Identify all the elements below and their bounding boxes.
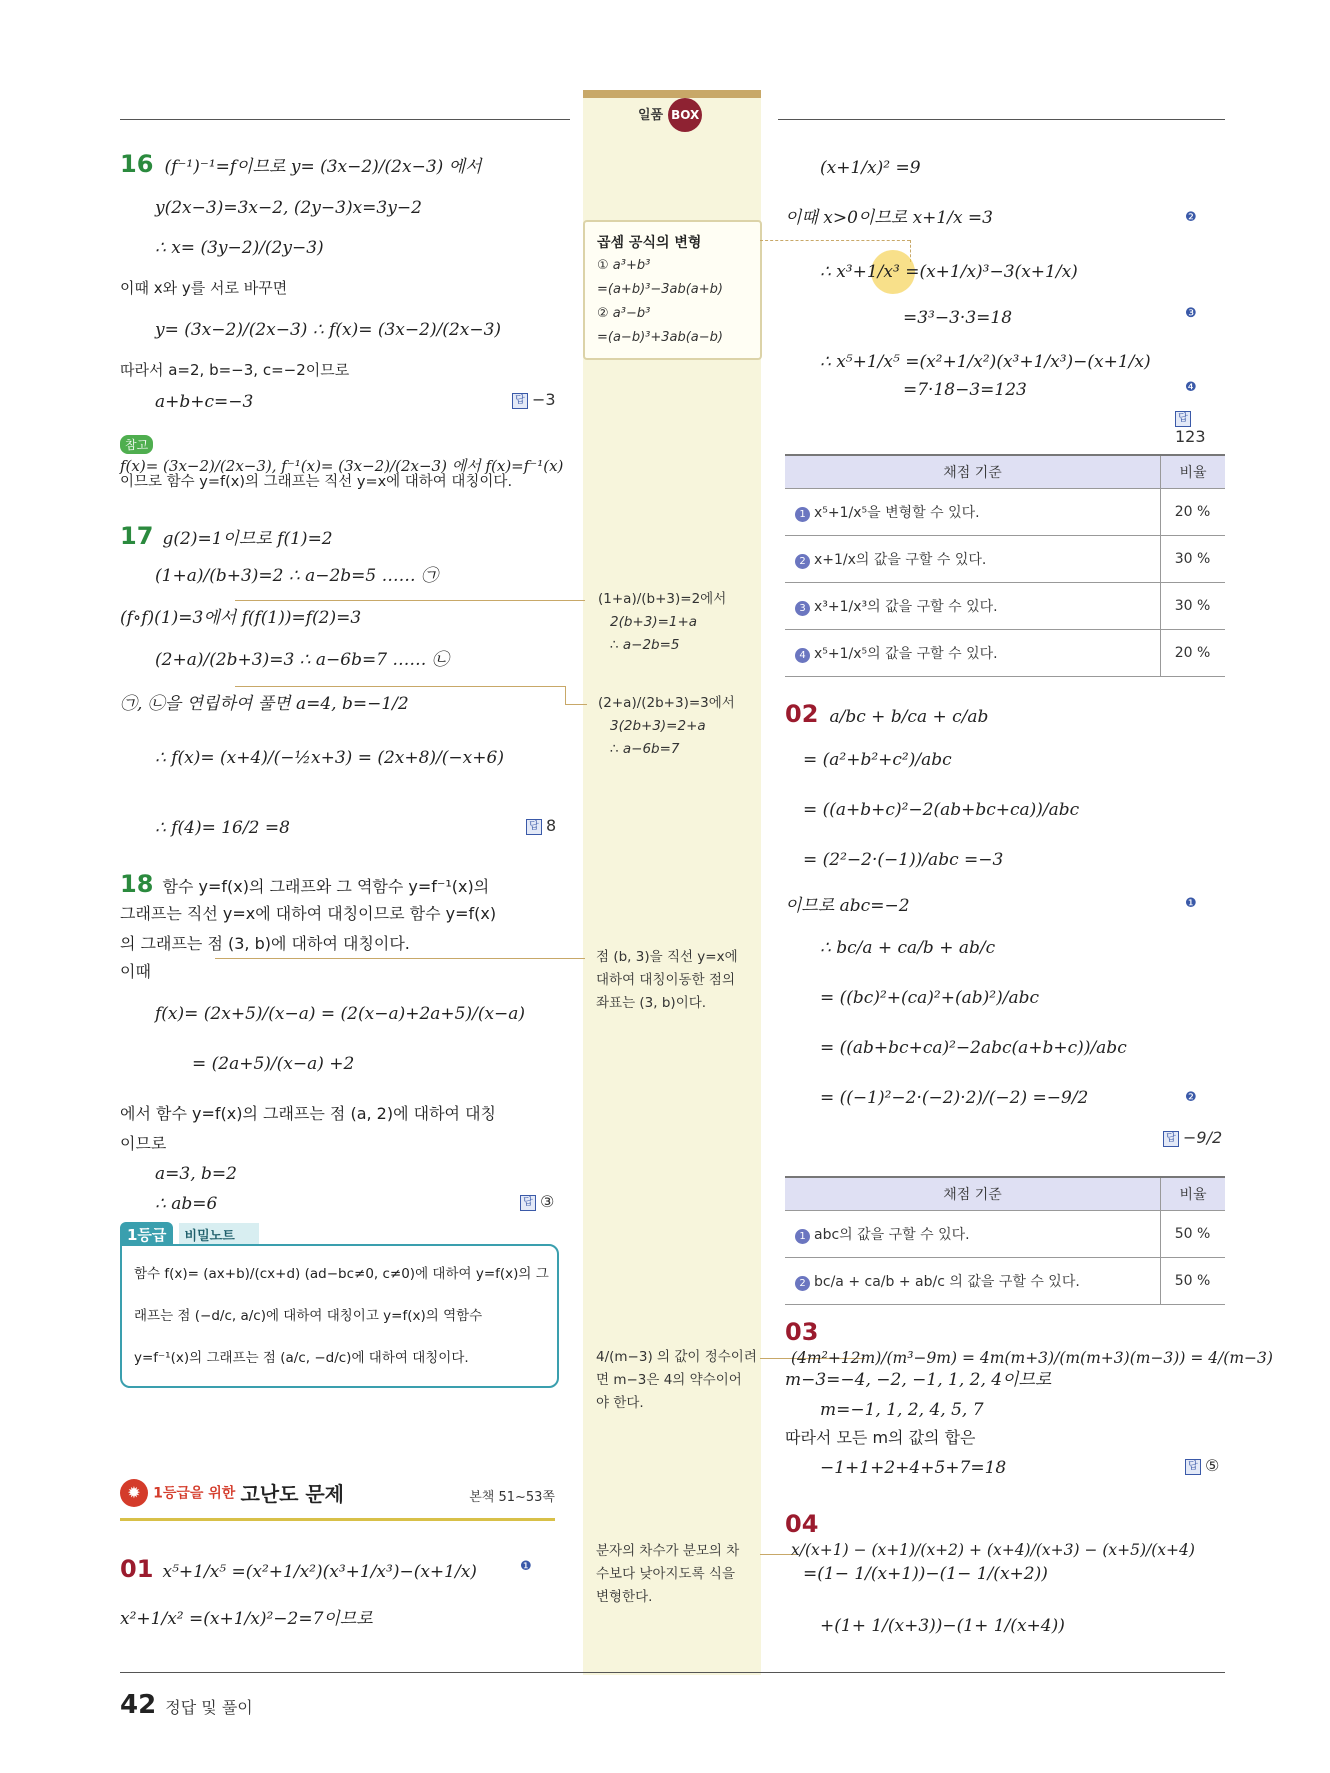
- p16-line2: y(2x−3)=3x−2, (2y−3)x=3y−2: [155, 198, 422, 218]
- p17-line1: g(2)=1이므로 f(1)=2: [162, 529, 333, 549]
- question-number: 02: [785, 700, 819, 728]
- answer-value: −9/2: [1183, 1128, 1223, 1147]
- r01-line3: ∴ x³+1/x³ =(x+1/x)³−3(x+1/x): [820, 262, 1078, 282]
- q03-line3: m=−1, 1, 2, 4, 5, 7: [820, 1400, 984, 1420]
- q02-step1: ❶: [1185, 896, 1197, 911]
- answer-icon: 답: [520, 1195, 536, 1211]
- side-note-03: [596, 1346, 757, 1415]
- problem-number: 16: [120, 150, 154, 178]
- p16-line4: 이때 x와 y를 서로 바꾸면: [120, 279, 288, 297]
- formula-box-l3: ② a³−b³: [597, 306, 651, 321]
- criteria-text: x+1/x의 값을 구할 수 있다.: [814, 552, 987, 568]
- formula-box-l2: =(a+b)³−3ab(a+b): [597, 282, 723, 297]
- q02-line8: = ((ab+bc+ca)²−2abc(a+b+c))/abc: [820, 1038, 1127, 1058]
- q03-line4: 따라서 모든 m의 값의 합은: [785, 1428, 976, 1447]
- answer-icon: 답: [512, 393, 528, 409]
- connector-17b-v: [565, 686, 566, 704]
- answer-value: 123: [1175, 427, 1206, 446]
- p18-line1: 함수 y=f(x)의 그래프와 그 역함수 y=f⁻¹(x)의: [162, 877, 490, 896]
- p18-line4: 이때: [120, 962, 151, 981]
- q01-step1: ❶: [520, 1559, 532, 1574]
- p18-line10: ∴ ab=6: [155, 1194, 218, 1214]
- p17-line2: (1+a)/(b+3)=2 ∴ a−2b=5 …… ㉠: [155, 566, 439, 586]
- table-row: [785, 1211, 1225, 1258]
- secret-title: 비밀노트: [179, 1223, 259, 1246]
- criteria-table-01: [785, 454, 1225, 677]
- secret-line3: y=f⁻¹(x)의 그래프는 점 (a/c, −d/c)에 대하여 대칭이다.: [134, 1350, 469, 1366]
- side-note-04: [596, 1540, 739, 1609]
- step-badge: 2: [795, 554, 810, 569]
- table-row: [785, 1258, 1225, 1305]
- answer-icon: 답: [1175, 411, 1191, 427]
- secret-line1: 함수 f(x)= (ax+b)/(cx+d) (ad−bc≠0, c≠0)에 대하여 y=f(x)의 그: [134, 1266, 549, 1282]
- formula-box-connector: [760, 240, 910, 241]
- p17-answer: [526, 816, 556, 835]
- q01-line2: x²+1/x² =(x+1/x)²−2=7이므로: [120, 1609, 373, 1629]
- p18-line6: = (2a+5)/(x−a) +2: [192, 1054, 355, 1074]
- q04-line3: +(1+ 1/(x+3))−(1+ 1/(x+4)): [820, 1616, 1065, 1636]
- bulb-icon: ✹: [120, 1479, 148, 1507]
- formula-box-title: 곱셈 공식의 변형: [597, 235, 702, 251]
- formula-box-l4: =(a−b)³+3ab(a−b): [597, 330, 723, 345]
- q01-line1: x⁵+1/x⁵ =(x²+1/x²)(x³+1/x³)−(x+1/x): [162, 1562, 477, 1582]
- answer-value: ③: [540, 1192, 555, 1211]
- side-17b-l2: 3(2b+3)=2+a: [610, 718, 706, 734]
- p16-line6: 따라서 a=2, b=−3, c=−2이므로: [120, 361, 350, 379]
- secret-grade: 1등급: [120, 1222, 173, 1247]
- side-18-l1: 점 (b, 3)을 직선 y=x에: [596, 949, 738, 965]
- p17-line6: ∴ f(x)= (x+4)/(−½x+3) = (2x+8)/(−x+6): [155, 748, 504, 768]
- criteria-pct: 30 %: [1161, 536, 1226, 583]
- q02-line9: = ((−1)²−2·(−2)·2)/(−2) =−9/2: [820, 1088, 1089, 1108]
- p18-answer: [520, 1192, 554, 1211]
- p16-note1: f(x)= (3x−2)/(2x−3), f⁻¹(x)= (3x−2)/(2x−3) 에서 f(x)=f⁻¹(x): [120, 457, 564, 475]
- q04-line2: =(1− 1/(x+1))−(1− 1/(x+2)): [803, 1564, 1048, 1584]
- secret-note-box: [120, 1244, 559, 1388]
- side-note-18: [596, 946, 738, 1015]
- criteria-pct: 20 %: [1161, 489, 1226, 536]
- criteria-text: abc의 값을 구할 수 있다.: [814, 1227, 970, 1243]
- q02-line1: a/bc + b/ca + c/ab: [829, 707, 989, 727]
- table-row: [785, 489, 1225, 536]
- q02-line4: = (2²−2·(−1))/abc =−3: [803, 850, 1004, 870]
- r01-line5: ∴ x⁵+1/x⁵ =(x²+1/x²)(x³+1/x³)−(x+1/x): [820, 352, 1151, 372]
- side-04-l2: 수보다 낮아지도록 식을: [596, 1566, 735, 1582]
- p16-line7: a+b+c=−3: [155, 392, 254, 412]
- formula-box-l1: ① a³+b³: [597, 258, 651, 273]
- side-04-l3: 변형한다.: [596, 1589, 653, 1605]
- section-prefix: 1등급을 위한: [153, 1485, 236, 1502]
- side-03-l1: 4/(m−3) 의 값이 정수이려: [596, 1349, 757, 1365]
- side-17b-l1: (2+a)/(2b+3)=3에서: [598, 695, 735, 711]
- criteria-pct: 20 %: [1161, 630, 1226, 677]
- page-label: 정답 및 풀이: [165, 1698, 253, 1717]
- q03-line2: m−3=−4, −2, −1, 1, 2, 4이므로: [785, 1370, 1052, 1390]
- p18-line7: 에서 함수 y=f(x)의 그래프는 점 (a, 2)에 대하여 대칭: [120, 1104, 496, 1123]
- side-17a-l3: ∴ a−2b=5: [610, 637, 680, 653]
- section-pages: 본책 51~53쪽: [469, 1490, 555, 1505]
- side-17a-l2: 2(b+3)=1+a: [610, 614, 698, 630]
- answer-icon: 답: [1185, 1459, 1201, 1475]
- criteria-header: 채점 기준: [785, 1177, 1161, 1211]
- q02-line5: 이므로 abc=−2: [785, 896, 910, 916]
- step-badge: 2: [795, 1276, 810, 1291]
- connector-17a: [235, 600, 585, 601]
- side-03-l3: 야 한다.: [596, 1395, 644, 1411]
- page-number: 42: [120, 1690, 157, 1720]
- section-heading: [120, 1478, 555, 1521]
- connector-18: [215, 958, 585, 959]
- r01-step4: ❹: [1185, 380, 1197, 395]
- formula-box: [583, 220, 762, 360]
- criteria-pct: 50 %: [1161, 1258, 1226, 1305]
- header-rule-right: [778, 119, 1225, 120]
- table-row: [785, 583, 1225, 630]
- criteria-pct: 50 %: [1161, 1211, 1226, 1258]
- r01-step3: ❸: [1185, 306, 1197, 321]
- answer-icon: 답: [526, 819, 542, 835]
- p17-line4: (2+a)/(2b+3)=3 ∴ a−6b=7 …… ㉡: [155, 650, 449, 670]
- ratio-header: 비율: [1161, 1177, 1226, 1211]
- criteria-pct: 30 %: [1161, 583, 1226, 630]
- answer-value: 8: [546, 816, 557, 835]
- side-03-l2: 면 m−3은 4의 약수이어: [596, 1372, 742, 1388]
- note-badge: 참고: [120, 435, 153, 454]
- question-number: 01: [120, 1555, 154, 1583]
- step-badge: 4: [795, 648, 810, 663]
- p18-line5: f(x)= (2x+5)/(x−a) = (2(x−a)+2a+5)/(x−a): [155, 1004, 526, 1024]
- q03-line1: (4m²+12m)/(m³−9m) = 4m(m+3)/(m(m+3)(m−3)) = 4/(m−3): [791, 1349, 1273, 1367]
- r01-step2: ❷: [1185, 210, 1197, 225]
- r01-line6: =7·18−3=123: [903, 380, 1027, 400]
- q02-line2: = (a²+b²+c²)/abc: [803, 750, 952, 770]
- section-title: 고난도 문제: [240, 1482, 345, 1506]
- criteria-text: bc/a + ca/b + ab/c 의 값을 구할 수 있다.: [814, 1274, 1080, 1290]
- answer-value: ⑤: [1205, 1456, 1220, 1475]
- criteria-text: x⁵+1/x⁵을 변형할 수 있다.: [814, 505, 980, 521]
- header-rule-left: [120, 119, 570, 120]
- sidebar-top-bar: [583, 90, 761, 98]
- r01-line2: 이때 x>0이므로 x+1/x =3: [785, 208, 993, 228]
- p18-line8: 이므로: [120, 1134, 167, 1153]
- step-badge: 1: [795, 1229, 810, 1244]
- problem-number: 18: [120, 870, 154, 898]
- r01-answer: [1175, 408, 1225, 446]
- header-badge-box: BOX: [668, 98, 702, 132]
- header-badge: [638, 98, 702, 132]
- q02-line6: ∴ bc/a + ca/b + ab/c: [820, 938, 996, 958]
- p16-note2: 이므로 함수 y=f(x)의 그래프는 직선 y=x에 대하여 대칭이다.: [120, 474, 513, 490]
- criteria-text: x⁵+1/x⁵의 값을 구할 수 있다.: [814, 646, 998, 662]
- r01-line1: (x+1/x)² =9: [820, 158, 921, 178]
- connector-17b-h: [565, 704, 587, 705]
- question-number: 04: [785, 1510, 819, 1538]
- q04-line1: x/(x+1) − (x+1)/(x+2) + (x+4)/(x+3) − (x+5)/(x+4): [791, 1541, 1195, 1559]
- side-17a-l1: (1+a)/(b+3)=2에서: [598, 591, 727, 607]
- q02-line7: = ((bc)²+(ca)²+(ab)²)/abc: [820, 988, 1039, 1008]
- criteria-header: 채점 기준: [785, 455, 1161, 489]
- problem-number: 17: [120, 522, 154, 550]
- secret-line2: 래프는 점 (−d/c, a/c)에 대하여 대칭이고 y=f(x)의 역함수: [134, 1308, 483, 1324]
- side-17b-l3: ∴ a−6b=7: [610, 741, 680, 757]
- criteria-text: x³+1/x³의 값을 구할 수 있다.: [814, 599, 998, 615]
- side-18-l2: 대하여 대칭이동한 점의: [596, 972, 735, 988]
- side-note-17a: [598, 588, 726, 657]
- header-badge-text: 일품: [638, 108, 664, 123]
- p16-line1: (f⁻¹)⁻¹=f이므로 y= (3x−2)/(2x−3) 에서: [164, 157, 482, 177]
- answer-value: −3: [532, 390, 556, 409]
- table-row: [785, 536, 1225, 583]
- p17-line3: (f∘f)(1)=3에서 f(f(1))=f(2)=3: [120, 608, 362, 628]
- q03-line5: −1+1+2+4+5+7=18: [820, 1458, 1007, 1478]
- p16-line3: ∴ x= (3y−2)/(2y−3): [155, 238, 324, 258]
- side-note-17b: [598, 692, 735, 761]
- step-badge: 3: [795, 601, 810, 616]
- p17-line5: ㉠, ㉡을 연립하여 풀면 a=4, b=−1/2: [120, 694, 409, 714]
- r01-line4: =3³−3·3=18: [903, 308, 1013, 328]
- answer-icon: 답: [1163, 1131, 1179, 1147]
- p16-answer: [512, 390, 556, 409]
- ratio-header: 비율: [1161, 455, 1226, 489]
- side-18-l3: 좌표는 (3, b)이다.: [596, 995, 707, 1011]
- footer: [120, 1690, 253, 1720]
- p16-line5: y= (3x−2)/(2x−3) ∴ f(x)= (3x−2)/(2x−3): [155, 320, 502, 340]
- criteria-table-02: [785, 1176, 1225, 1305]
- footer-rule: [120, 1672, 1225, 1673]
- p18-line9: a=3, b=2: [155, 1164, 237, 1184]
- side-04-l1: 분자의 차수가 분모의 차: [596, 1543, 740, 1559]
- step-badge: 1: [795, 507, 810, 522]
- q03-answer: [1185, 1456, 1219, 1475]
- connector-17b: [235, 686, 565, 687]
- p18-line3: 의 그래프는 점 (3, b)에 대하여 대칭이다.: [120, 934, 410, 953]
- q02-step2: ❷: [1185, 1090, 1197, 1105]
- p17-line7: ∴ f(4)= 16/2 =8: [155, 818, 290, 838]
- table-row: [785, 630, 1225, 677]
- q02-line3: = ((a+b+c)²−2(ab+bc+ca))/abc: [803, 800, 1080, 820]
- p18-line2: 그래프는 직선 y=x에 대하여 대칭이므로 함수 y=f(x): [120, 904, 497, 923]
- question-number: 03: [785, 1318, 819, 1346]
- q02-answer: [1163, 1128, 1222, 1147]
